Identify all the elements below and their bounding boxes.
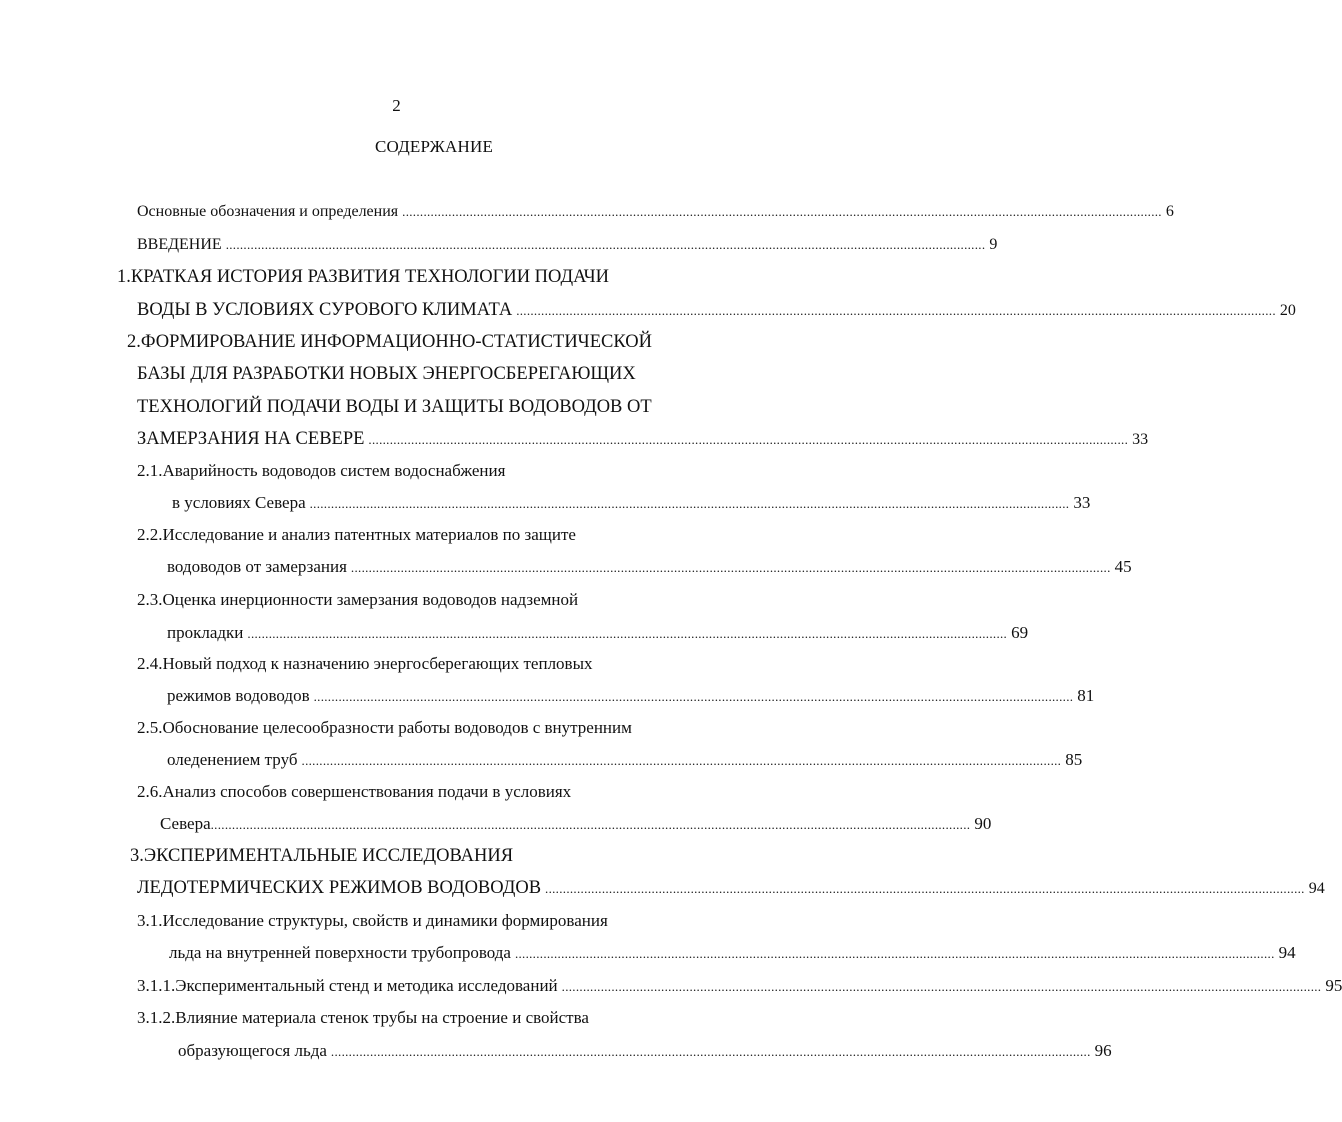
toc-leader: ......................................................................................................................................................................................................................	[313, 689, 1074, 704]
toc-entry-text: образующегося льда	[178, 1041, 327, 1060]
toc-entry-text: ВОДЫ В УСЛОВИЯХ СУРОВОГО КЛИМАТА	[137, 300, 513, 320]
toc-entry-page: 45	[1114, 557, 1132, 576]
toc-entry-page: 33	[1132, 431, 1149, 448]
toc-leader: ......................................................................................................................................................................................................................	[350, 560, 1111, 575]
toc-entry-chapter-2	[127, 330, 652, 354]
toc-leader: ......................................................................................................................................................................................................................	[247, 626, 1008, 641]
toc-entry-text: 2.ФОРМИРОВАНИЕ ИНФОРМАЦИОННО-СТАТИСТИЧЕСКОЙ	[127, 332, 652, 352]
toc-entry-text: 2.4.Новый подход к назначению энергосберегающих тепловых	[137, 654, 593, 673]
toc-entry-text: 3.1.1.Экспериментальный стенд и методика исследований	[137, 976, 558, 995]
toc-entry-text: 1.КРАТКАЯ ИСТОРИЯ РАЗВИТИЯ ТЕХНОЛОГИИ ПОДАЧИ	[117, 267, 610, 287]
toc-entry-section-2-4-cont	[167, 684, 1095, 708]
page-title: СОДЕРЖАНИЕ	[374, 137, 494, 156]
toc-entry-text: ТЕХНОЛОГИЙ ПОДАЧИ ВОДЫ И ЗАЩИТЫ ВОДОВОДОВ ОТ	[137, 397, 652, 417]
toc-entry-section-2-6	[137, 780, 571, 804]
toc-entry-page: 6	[1165, 203, 1174, 220]
toc-entry-text: водоводов от замерзания	[167, 557, 347, 576]
toc-entry-page: 96	[1094, 1041, 1112, 1060]
toc-entry-text: 2.6.Анализ способов совершенствования подачи в условиях	[137, 782, 572, 801]
toc-leader: ......................................................................................................................................................................................................................	[225, 237, 986, 252]
toc-leader: ......................................................................................................................................................................................................................	[516, 303, 1276, 318]
toc-entry-page: 94	[1308, 880, 1325, 897]
toc-entry-text: 2.5.Обоснование целесообразности работы водоводов с внутренним	[137, 718, 632, 737]
toc-entry-text: в условиях Севера	[172, 493, 306, 512]
toc-entry-section-2-3-cont	[167, 621, 1029, 645]
toc-entry-text: Основные обозначения и определения	[137, 203, 399, 220]
toc-entry-text: ЗАМЕРЗАНИЯ НА СЕВЕРЕ	[137, 429, 365, 449]
toc-entry-page: 95	[1325, 976, 1342, 995]
toc-entry-section-2-1	[137, 459, 505, 483]
toc-entry-text: БАЗЫ ДЛЯ РАЗРАБОТКИ НОВЫХ ЭНЕРГОСБЕРЕГАЮЩИХ	[137, 364, 636, 384]
toc-entry-chapter-3	[130, 844, 513, 868]
toc-leader: ......................................................................................................................................................................................................................	[210, 817, 971, 832]
toc-entry-section-3-1-2	[137, 1006, 589, 1030]
toc-entry-text: оледенением труб	[167, 750, 298, 769]
toc-leader: ......................................................................................................................................................................................................................	[368, 432, 1129, 447]
toc-entry-page: 20	[1279, 302, 1296, 319]
toc-leader: ......................................................................................................................................................................................................................	[301, 753, 1062, 768]
toc-leader: ......................................................................................................................................................................................................................	[402, 204, 1162, 219]
toc-entry-section-2-3	[137, 588, 578, 612]
toc-entry-section-3-1-2-cont	[178, 1039, 1112, 1063]
toc-entry-page: 81	[1077, 686, 1095, 705]
toc-entry-text: льда на внутренней поверхности трубопровода	[169, 943, 511, 962]
toc-entry-text: 2.2.Исследование и анализ патентных материалов по защите	[137, 525, 576, 544]
toc-entry-chapter-1	[117, 265, 609, 289]
toc-entry-section-2-2-cont	[167, 555, 1132, 579]
toc-entry-text: прокладки	[167, 623, 244, 642]
toc-entry-chapter-1-cont	[137, 298, 1296, 322]
toc-entry-text: 3.ЭКСПЕРИМЕНТАЛЬНЫЕ ИССЛЕДОВАНИЯ	[130, 846, 514, 866]
toc-entry-notation	[137, 200, 1174, 224]
toc-entry-text: ВВЕДЕНИЕ	[137, 236, 222, 253]
toc-entry-section-3-1	[137, 909, 608, 933]
toc-entry-page: 85	[1065, 750, 1083, 769]
toc-entry-chapter-3-cont	[137, 876, 1325, 900]
toc-leader: ......................................................................................................................................................................................................................	[309, 496, 1070, 511]
toc-entry-page: 9	[989, 236, 998, 253]
toc-entry-section-2-4	[137, 652, 593, 676]
toc-leader: ......................................................................................................................................................................................................................	[545, 881, 1305, 896]
toc-entry-page: 33	[1073, 493, 1091, 512]
toc-leader: ......................................................................................................................................................................................................................	[561, 979, 1322, 994]
toc-entry-page: 94	[1278, 943, 1296, 962]
toc-entry-text: 2.3.Оценка инерционности замерзания водоводов надземной	[137, 590, 579, 609]
toc-entry-section-2-5	[137, 716, 632, 740]
toc-entry-page: 90	[974, 814, 992, 833]
toc-entry-chapter-2-cont	[137, 395, 652, 419]
toc-entry-text: ЛЕДОТЕРМИЧЕСКИХ РЕЖИМОВ ВОДОВОДОВ	[137, 878, 542, 898]
toc-entry-section-2-5-cont	[167, 748, 1083, 772]
toc-entry-page: 69	[1011, 623, 1029, 642]
toc-entry-chapter-2-cont	[137, 362, 636, 386]
toc-entry-introduction	[137, 233, 998, 257]
toc-entry-text: 2.1.Аварийность водоводов систем водоснабжения	[137, 461, 506, 480]
toc-entry-section-2-1-cont	[172, 491, 1091, 515]
toc-entry-section-2-6-cont	[160, 812, 992, 836]
toc-entry-chapter-2-cont	[137, 427, 1149, 451]
toc-entry-section-3-1-1	[137, 974, 1342, 998]
toc-entry-text: 3.1.Исследование структуры, свойств и динамики формирования	[137, 911, 608, 930]
toc-entry-text: 3.1.2.Влияние материала стенок трубы на строение и свойства	[137, 1008, 589, 1027]
toc-entry-section-2-2	[137, 523, 576, 547]
toc-leader: ......................................................................................................................................................................................................................	[330, 1044, 1091, 1059]
toc-entry-section-3-1-cont	[169, 941, 1296, 965]
toc-entry-text: режимов водоводов	[167, 686, 310, 705]
toc-entry-text: Севера	[160, 814, 211, 833]
page-number: 2	[392, 96, 401, 115]
toc-leader: ......................................................................................................................................................................................................................	[514, 946, 1275, 961]
